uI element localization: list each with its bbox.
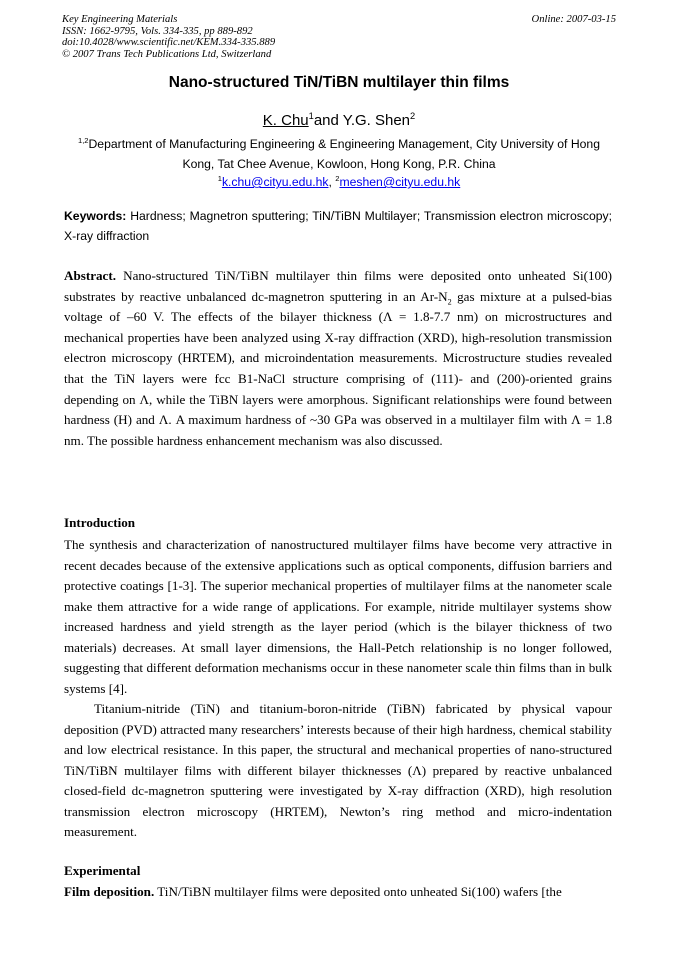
keywords-label: Keywords: [64, 209, 127, 223]
introduction-paragraph-1: The synthesis and characterization of nanostructured multilayer films have become very attractive in recent decades because of the extensive applications such as optical components, diffusion barriers and protective coatings [1-3]. The superior mechanical properties of multilayer films at the nanometer scale make them attractive for a wide range of applications. For example, nitride multilayer systems show increased hardness and yield strength as the layer period (which is the bilayer thickness of two materials) decreases. At small layer dimensions, the Hall-Petch relationship is no longer followed, suggesting that different deformation mechanisms occur in these nanometer scale thin films than in bulk systems [4]. [64, 537, 612, 696]
abstract-label: Abstract. [64, 268, 116, 283]
affiliation-sup: 1,2 [78, 135, 89, 145]
introduction-heading: Introduction [64, 515, 136, 530]
experimental-heading: Experimental [64, 863, 141, 878]
film-deposition-heading: Film deposition. [64, 884, 155, 899]
author-2-sup: 2 [410, 111, 416, 121]
email-2-sup: 2 [335, 173, 340, 183]
journal-header [62, 14, 616, 60]
author-1-sup: 1 [308, 111, 314, 121]
email-line [0, 175, 678, 189]
email-1-sup: 1 [217, 173, 222, 183]
keywords-text: Hardness; Magnetron sputtering; TiN/TiBN Multilayer; Transmission electron microscopy; X-ray diffraction [64, 209, 612, 243]
affiliation-line-1: Department of Manufacturing Engineering & Engineering Management, City University of Hong [88, 137, 600, 151]
film-deposition-text: TiN/TiBN multilayer films were deposited onto unheated Si(100) wafers [the [157, 884, 562, 899]
doi-line: doi:10.4028/www.scientific.net/KEM.334-335.889 [62, 37, 276, 49]
journal-name: Key Engineering Materials [62, 14, 178, 25]
abstract-subscript: 2 [447, 297, 452, 307]
author-line [0, 112, 678, 129]
introduction-paragraph-2: Titanium-nitride (TiN) and titanium-boron-nitride (TiBN) fabricated by physical vapour deposition (PVD) attracted many researchers’ interests because of their high hardness, chemical stability and low electrical resistance. In this paper, the structural and mechanical properties of nano-structured TiN/TiBN multilayer films with different bilayer thicknesses (Λ) prepared by reactive unbalanced closed-field dc-magnetron sputtering were investigated by X-ray diffraction (XRD), high resolution transmission electron microscopy (HRTEM), Newton’s ring method and micro-indentation measurement. [64, 701, 612, 839]
affiliation [62, 134, 616, 174]
email-1-link[interactable]: k.chu@cityu.edu.hk [221, 175, 329, 189]
email-separator: , [328, 175, 336, 189]
author-2-name: and Y.G. Shen [313, 112, 411, 129]
online-date: Online: 2007-03-15 [531, 14, 616, 25]
abstract-text-2: gas mixture at a pulsed-bias voltage of –60 V. The effects of the bilayer thickness (Λ = 1.8-7.7 nm) on microstructures and mechanical properties have been analyzed using X-ray diffraction (XRD), high-resolution transmission electron microscopy (HRTEM), and microindentation measurements. Microstructure studies revealed that the TiN layers were fcc B1-NaCl structure comprising of (111)- and (200)-oriented grains depending on Λ, while the TiBN layers were amorphous. Significant relationships were found between hardness (H) and Λ. A maximum hardness of ~30 GPa was observed in a multilayer film with Λ = 1.8 nm. The possible hardness enhancement mechanism was also discussed. [64, 288, 612, 448]
issn-line: ISSN: 1662-9795, Vols. 334-335, pp 889-892 [62, 25, 253, 37]
affiliation-line-2: Kong, Tat Chee Avenue, Kowloon, Hong Kong, P.R. China [182, 157, 496, 171]
copyright-line: © 2007 Trans Tech Publications Ltd, Switzerland [62, 48, 272, 60]
experimental-paragraph [64, 882, 612, 903]
abstract [64, 266, 612, 451]
paper-title: Nano-structured TiN/TiBN multilayer thin films [168, 74, 510, 91]
email-2-link[interactable]: meshen@cityu.edu.hk [339, 175, 461, 189]
author-1-name: K. Chu [262, 112, 309, 129]
keywords [64, 206, 612, 246]
abstract-text-1: Nano-structured TiN/TiBN multilayer thin films were deposited onto unheated Si(100) substrates by reactive unbalanced dc-magnetron sputtering in an Ar-N [64, 268, 612, 304]
